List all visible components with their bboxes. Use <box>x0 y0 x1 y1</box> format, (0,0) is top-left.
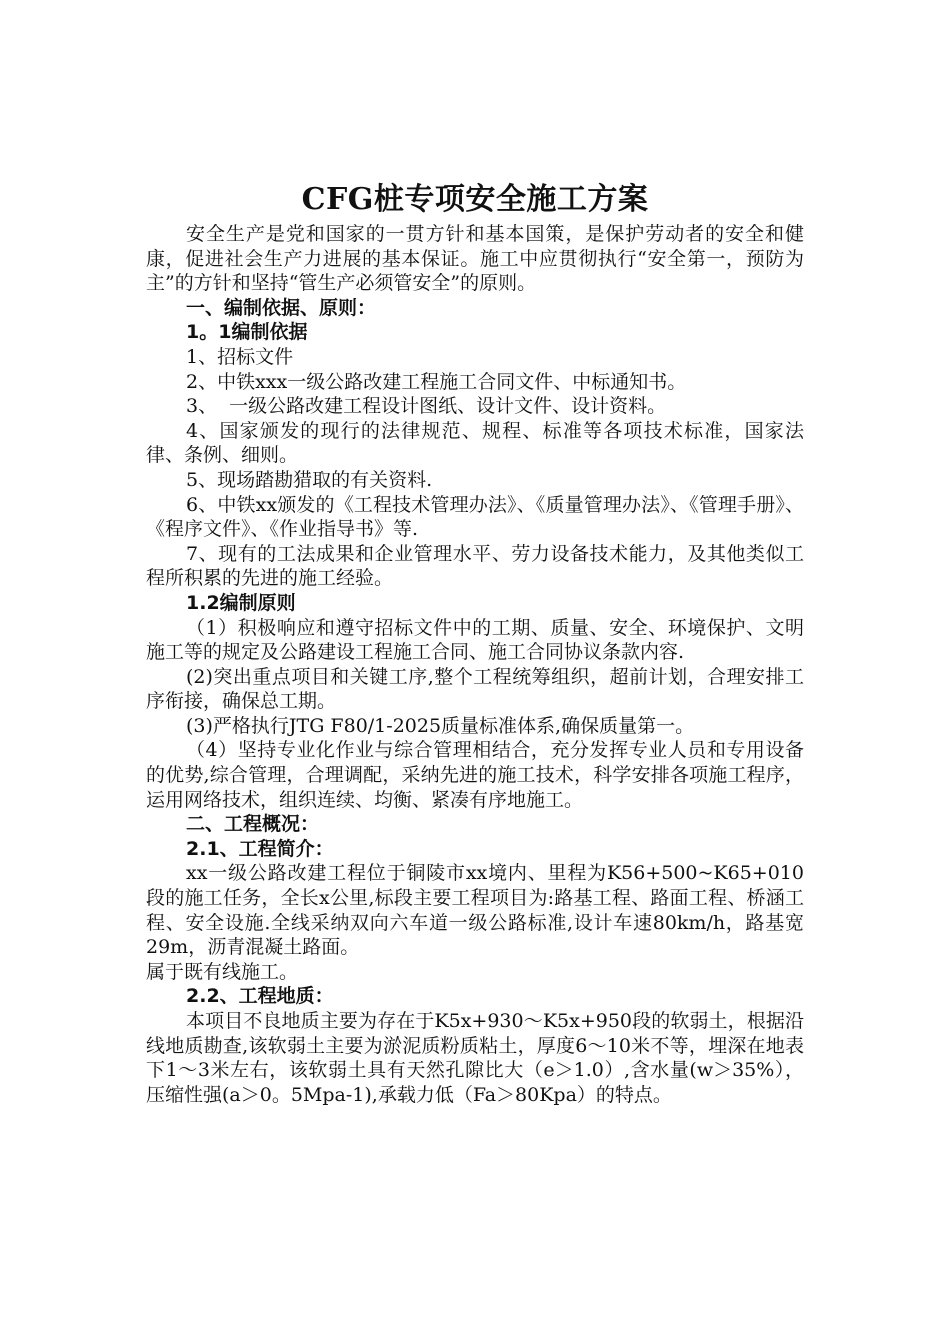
section2-heading: 二、工程概况： <box>186 813 320 836</box>
intro-paragraph: 安全生产是党和国家的一贯方针和基本国策，是保护劳动者的安全和健康，促进社会生产力进展的基本保证。施工中应贯彻执行“安全第一，预防为主”的方针和坚持“管生产必须管安全”的原则。 <box>146 223 804 295</box>
section1-heading: 一、编制依据、原则： <box>186 296 377 319</box>
project-overview: xx一级公路改建工程位于铜陵市xx境内、里程为K56+500~K65+010段的施工任务，全长x公里,标段主要工程项目为:路基工程、路面工程、桥涵工程、安全设施.全线采纳双向六车道一级公路标准,设计车速80km/h，路基宽29m，沥青混凝土路面。 <box>146 862 804 959</box>
basis-item-6: 6、中铁xx颁发的《工程技术管理办法》、《质量管理办法》、《管理手册》、《程序文件》、《作业指导书》等. <box>146 493 804 541</box>
basis-item-3: 3、 一级公路改建工程设计图纸、设计文件、设计资料。 <box>186 395 667 418</box>
project-overview-note: 属于既有线施工。 <box>146 960 299 983</box>
section2-2-heading: 2.2、工程地质： <box>186 985 334 1008</box>
section1-2-heading: 1.2编制原则 <box>186 591 296 614</box>
basis-item-4: 4、国家颁发的现行的法律规范、规程、标准等各项技术标准，国家法律、条例、细则。 <box>146 419 804 467</box>
principle-3: (3)严格执行JTG F80/1-2025质量标准体系,确保质量第一。 <box>186 714 695 737</box>
basis-item-5: 5、现场踏勘猎取的有关资料. <box>186 468 433 491</box>
principle-2: (2)突出重点项目和关键工序,整个工程统筹组织，超前计划，合理安排工序衔接，确保总工期。 <box>146 665 804 713</box>
section2-1-heading: 2.1、工程简介： <box>186 837 334 860</box>
principle-4: （4）坚持专业化作业与综合管理相结合，充分发挥专业人员和专用设备的优势,综合管理，合理调配，采纳先进的施工技术，科学安排各项施工程序，运用网络技术，组织连续、均衡、紧凑有序地施工。 <box>146 739 804 811</box>
section1-1-heading: 1。1编制依据 <box>186 321 308 344</box>
principle-1: （1）积极响应和遵守招标文件中的工期、质量、安全、环境保护、文明施工等的规定及公路建设工程施工合同、施工合同协议条款内容. <box>146 616 804 664</box>
basis-item-7: 7、现有的工法成果和企业管理水平、劳力设备技术能力，及其他类似工程所积累的先进的施工经验。 <box>146 542 804 590</box>
geology-paragraph: 本项目不良地质主要为存在于K5x+930～K5x+950段的软弱土，根据沿线地质勘查,该软弱土主要为淤泥质粉质粘土，厚度6～10米不等，埋深在地表下1～3米左右，该软弱土具有天然孔隙比大（e＞1.0）,含水量(w＞35%），压缩性强(a＞0。5Mpa-1),承载力低（Fa＞80Kpa）的特点。 <box>146 1010 804 1106</box>
basis-item-1: 1、招标文件 <box>186 345 294 368</box>
basis-item-2: 2、中铁xxx一级公路改建工程施工合同文件、中标通知书。 <box>186 370 687 393</box>
document-title: CFG桩专项安全施工方案 <box>301 182 649 217</box>
